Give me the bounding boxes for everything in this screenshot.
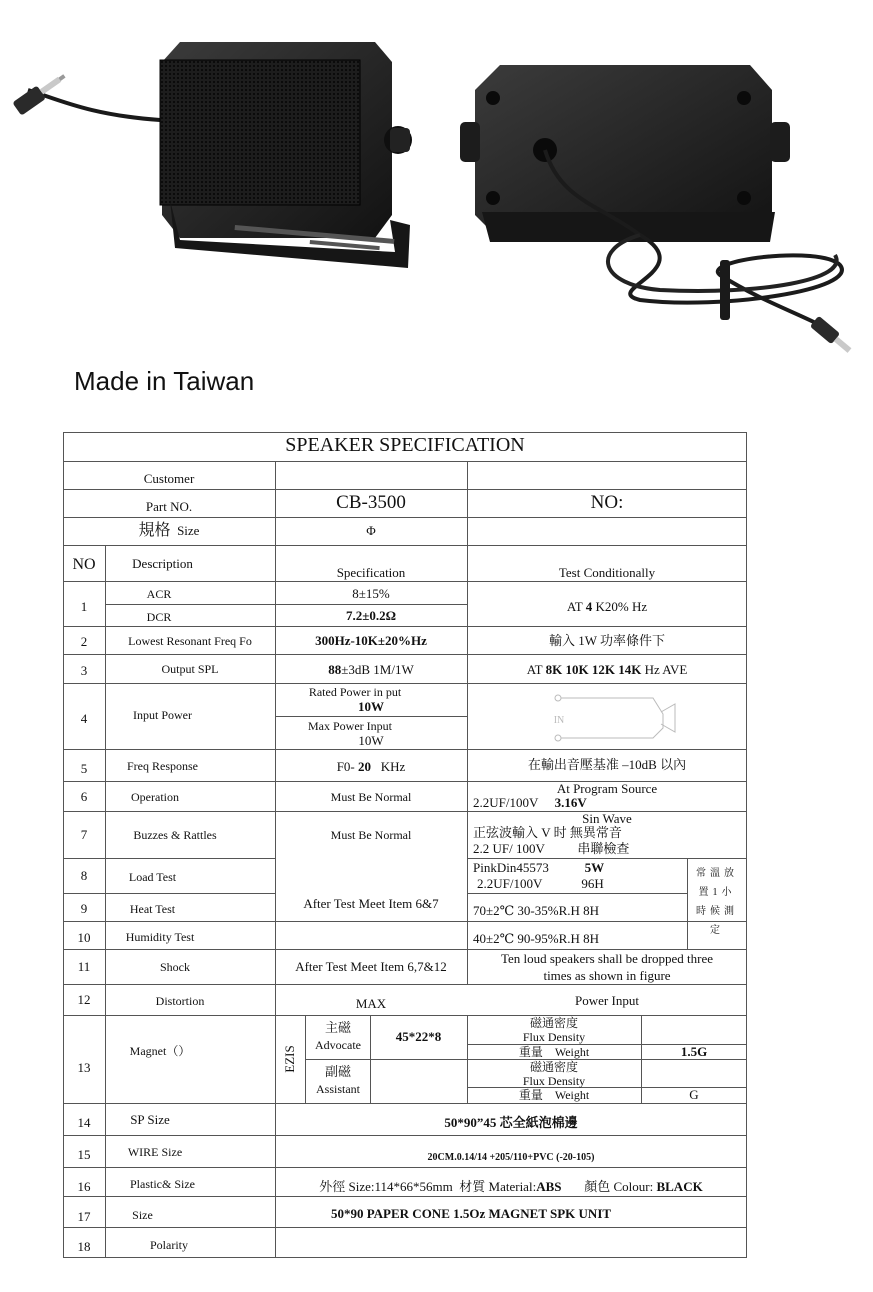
row-15-spec: 20CM.0.14/14 +205/110+PVC (-20-105) <box>427 1152 595 1163</box>
row-17-no: 17 <box>77 1209 91 1224</box>
row-8-test-cap: 2.2UF/100V 96H <box>477 876 604 891</box>
weight-main-value: 1.5G <box>680 1044 708 1059</box>
row-3-desc: Output SPL <box>161 662 219 676</box>
input-power-test-diagram <box>555 695 675 741</box>
row-16-no: 16 <box>77 1179 91 1194</box>
row-10-desc: Humidity Test <box>125 930 195 944</box>
row-7-test-wave: Sin Wave <box>582 811 632 826</box>
row-11-no: 11 <box>77 959 91 974</box>
row-12-no: 12 <box>77 992 91 1007</box>
no-label: NO: <box>590 492 624 513</box>
row-6-test-source: At Program Source <box>556 781 658 796</box>
rated-power-value: 10W <box>358 699 384 714</box>
row-13-no: 13 <box>77 1060 91 1075</box>
row-1-no: 1 <box>80 599 88 614</box>
sub-magnet-en: Assistant <box>315 1082 360 1096</box>
row-12-test: Power Input <box>575 993 639 1008</box>
row-16-spec: 外徑 Size:114*66*56mm 材質 Material:ABS 顏色 Colour: BLACK <box>319 1179 703 1194</box>
row-15-no: 15 <box>77 1147 91 1162</box>
row-1-test: AT 4 K20% Hz <box>566 599 648 614</box>
row-15-desc: WIRE Size <box>127 1145 183 1159</box>
row-17-desc: Size <box>132 1208 153 1222</box>
product-photos <box>0 0 873 365</box>
row-18-desc: Polarity <box>150 1238 188 1252</box>
acr-value: 8±15% <box>352 586 390 601</box>
customer-label: Customer <box>143 471 195 486</box>
row-6-test-cap: 2.2UF/100V 3.16V <box>473 795 587 810</box>
main-magnet-cn: 主磁 <box>324 1020 351 1035</box>
row-9-test: 70±2℃ 30-35%R.H 8H <box>473 903 600 918</box>
row-9-desc: Heat Test <box>129 902 176 916</box>
row-11-test-line-1: Ten loud speakers shall be dropped three <box>500 951 714 966</box>
main-magnet-value: 45*22*8 <box>395 1029 442 1044</box>
row-7-test-input: 正弦波輸入 V 时 無異常音 <box>473 825 622 840</box>
sub-magnet-cn: 副磁 <box>324 1064 351 1079</box>
max-power-label: Max Power Input <box>308 719 392 733</box>
row-5-test: 在輸出音壓基准 –10dB 以內 <box>527 757 687 772</box>
row-12-desc: Distortion <box>155 994 205 1008</box>
row-7-spec: Must Be Normal <box>330 828 412 842</box>
row-4-no: 4 <box>80 711 88 726</box>
row-11-desc: Shock <box>160 960 190 974</box>
room-temperature-note: 常溫放置1小時候測定 <box>696 868 738 936</box>
row-9-no: 9 <box>80 901 88 916</box>
col-test: Test Conditionally <box>558 565 656 580</box>
part-no-label: Part NO. <box>145 499 193 514</box>
flux-cn-2: 磁通密度 <box>529 1060 578 1074</box>
row-18-no: 18 <box>77 1239 91 1254</box>
row-10-no: 10 <box>77 930 91 945</box>
row-2-spec: 300Hz-10K±20%Hz <box>315 633 427 648</box>
main-magnet-en: Advocate <box>315 1038 361 1052</box>
made-in-label: Made in Taiwan <box>74 366 255 396</box>
row-7-no: 7 <box>80 827 88 842</box>
row-14-spec: 50*90”45 芯全紙泡棉邊 <box>444 1115 578 1130</box>
col-specification: Specification <box>336 565 406 580</box>
weight-label-1: 重量 Weight <box>518 1045 590 1059</box>
flux-en-1: Flux Density <box>522 1030 586 1044</box>
row-8-no: 8 <box>80 868 88 883</box>
dcr-value: 7.2±0.2Ω <box>345 608 397 623</box>
size-symbol: Φ <box>366 523 376 538</box>
row-14-no: 14 <box>77 1115 91 1130</box>
row-3-spec: 88±3dB 1M/1W <box>328 662 414 677</box>
row-11-spec: After Test Meet Item 6,7&12 <box>295 959 447 974</box>
row-10-test: 40±2℃ 90-95%R.H 8H <box>473 931 600 946</box>
size-vertical-label: EZIS <box>282 1045 297 1073</box>
row-5-spec: F0- 20 KHz <box>336 759 406 774</box>
row-12-spec: MAX <box>355 996 387 1011</box>
dcr-label: DCR <box>146 610 172 624</box>
row-8-desc: Load Test <box>128 870 177 884</box>
col-no: NO <box>72 556 96 573</box>
flux-cn-1: 磁通密度 <box>529 1016 578 1030</box>
row-3-no: 3 <box>80 663 88 678</box>
spec-title: SPEAKER SPECIFICATION <box>285 434 525 456</box>
row-3-test: AT 8K 10K 12K 14K Hz AVE <box>526 662 688 677</box>
row-13-desc: Magnet（） <box>129 1044 191 1058</box>
size-label: 規格 Size <box>138 522 200 539</box>
row-8-test-pink: PinkDin45573 5W <box>473 860 605 875</box>
acr-label: ACR <box>146 587 172 601</box>
speaker-back-photo <box>460 65 854 356</box>
weight-label-2: 重量 Weight <box>518 1088 590 1102</box>
row-2-no: 2 <box>80 634 88 649</box>
row-11-test-line-2: times as shown in figure <box>543 968 671 983</box>
row-4-desc: Input Power <box>133 708 192 722</box>
row-6-no: 6 <box>80 789 88 804</box>
row-17-spec: 50*90 PAPER CONE 1.5Oz MAGNET SPK UNIT <box>330 1206 612 1221</box>
weight-sub-value: G <box>689 1087 699 1102</box>
row-14-desc: SP Size <box>130 1112 170 1127</box>
speaker-front-photo <box>12 42 412 268</box>
diagram-in-label: IN <box>553 715 565 726</box>
rated-power-label: Rated Power in put <box>308 685 402 699</box>
row-5-no: 5 <box>80 761 88 776</box>
row-6-desc: Operation <box>131 790 179 804</box>
speaker-specification-table <box>63 432 747 1258</box>
max-power-value: 10W <box>358 733 384 748</box>
row-7-desc: Buzzes & Rattles <box>133 828 217 842</box>
row-2-test: 輸入 1W 功率條件下 <box>548 633 666 648</box>
row-6-spec: Must Be Normal <box>330 790 412 804</box>
flux-en-2: Flux Density <box>522 1074 586 1088</box>
part-no-value: CB-3500 <box>336 492 406 513</box>
row-5-desc: Freq Response <box>127 759 198 773</box>
row-16-desc: Plastic& Size <box>130 1177 195 1191</box>
row-7-test-cap: 2.2 UF/ 100V 串聯檢查 <box>473 841 630 856</box>
rows-8-10-spec: After Test Meet Item 6&7 <box>303 896 439 911</box>
col-description: Description <box>132 556 193 571</box>
row-2-desc: Lowest Resonant Freq Fo <box>128 634 252 648</box>
